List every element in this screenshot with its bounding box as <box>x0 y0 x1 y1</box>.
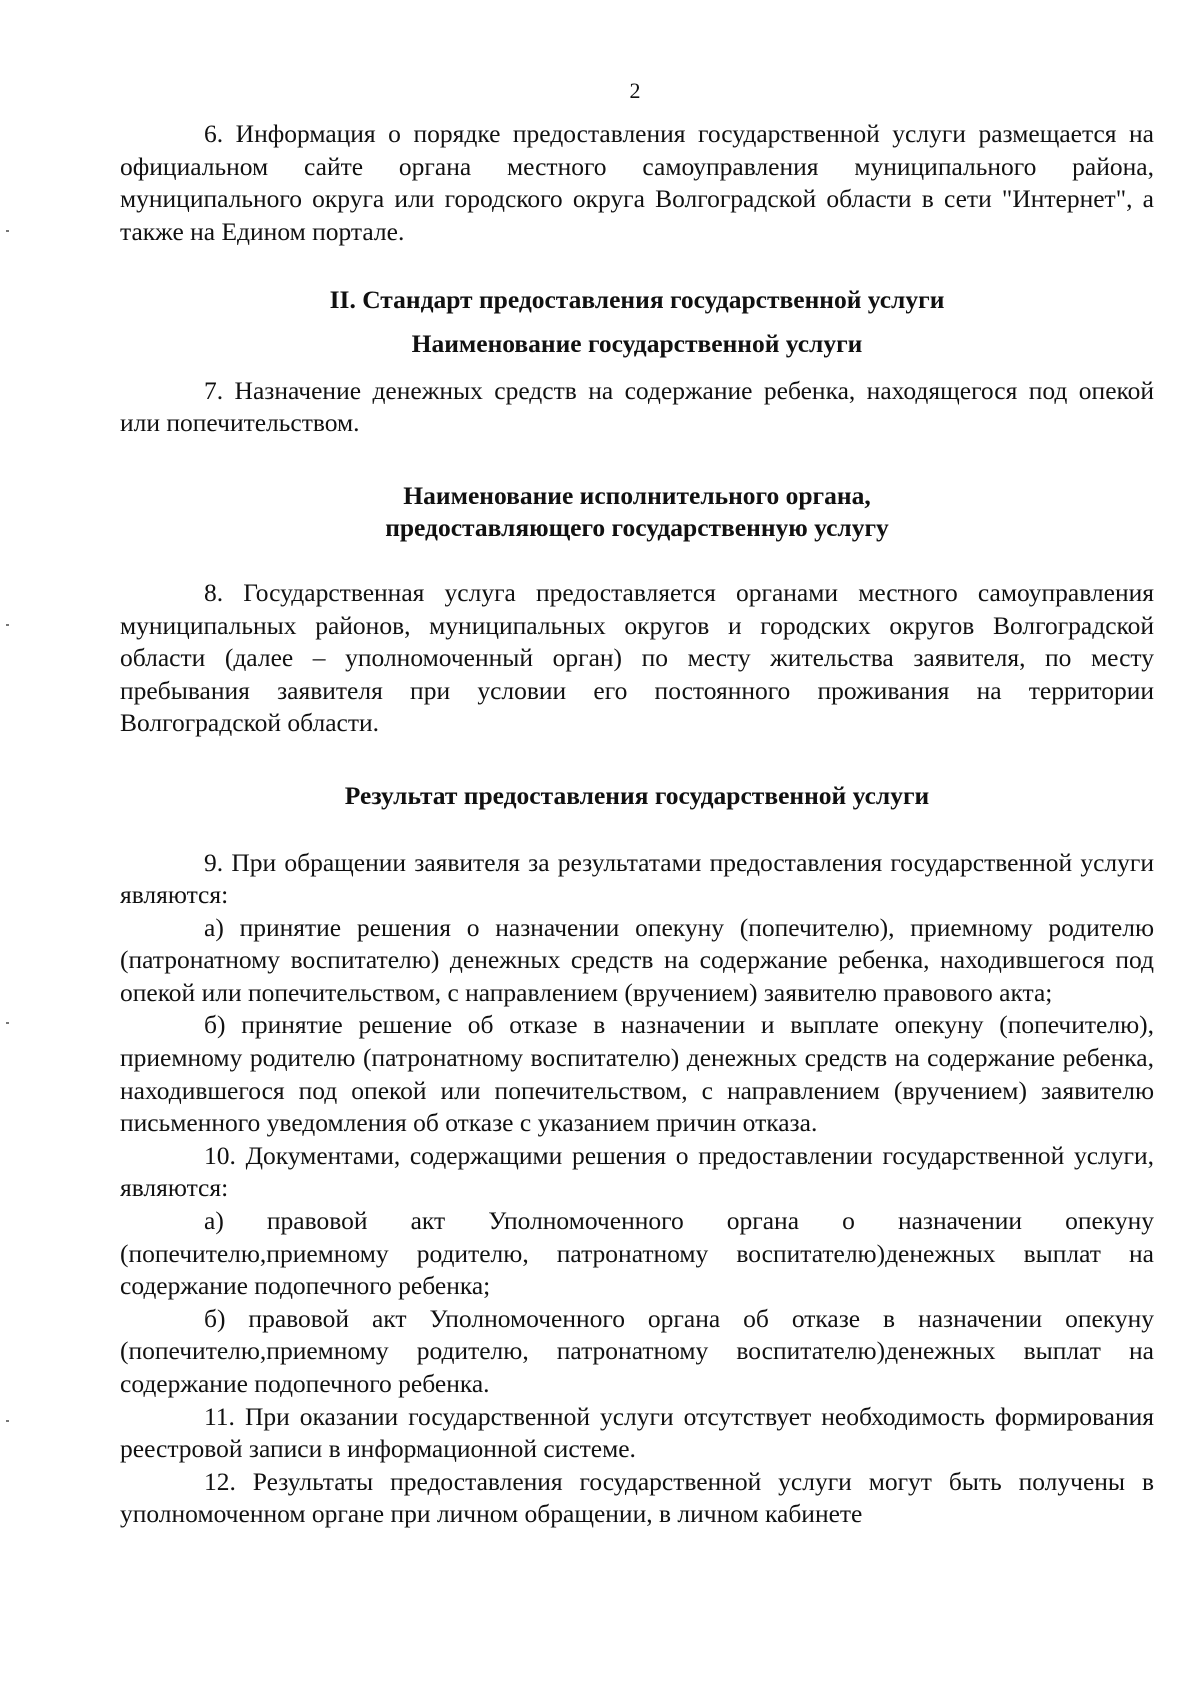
paragraph-9: 9. При обращении заявителя за результатами предоставления государственной услуги являются: <box>120 847 1154 910</box>
heading-organ-line-1: Наименование исполнительного органа, <box>403 480 871 510</box>
heading-organ-line-2: предоставляющего государственную услугу <box>385 513 889 543</box>
heading-result: Результат предоставления государственной услуги <box>344 780 930 810</box>
paragraph-9a: а) принятие решения о назначении опекуну (попечителю), приемному родителю (патронатному воспитателю) денежных средств на содержание ребенка, находившегося под опекой или попечительством, с направлением (вручением) заявителю правового акта; <box>120 912 1154 1007</box>
paragraph-11: 11. При оказании государственной услуги отсутствует необходимость формирования реестровой записи в информационной системе. <box>120 1401 1154 1464</box>
section-header: II. Стандарт предоставления государственной услуги <box>329 285 945 315</box>
heading-executive-organ <box>120 480 1154 545</box>
margin-mark <box>6 230 9 232</box>
margin-mark <box>6 624 9 626</box>
paragraph-10a: а) правовой акт Уполномоченного органа о назначении опекуну (попечителю,приемному родителю, патронатному воспитателю)денежных выплат на содержание подопечного ребенка; <box>120 1206 1154 1301</box>
paragraph-10: 10. Документами, содержащими решения о предоставлении государственной услуги, являются: <box>120 1140 1154 1203</box>
margin-mark <box>6 1022 9 1024</box>
page-number: 2 <box>629 78 641 103</box>
paragraph-8: 8. Государственная услуга предоставляется органами местного самоуправления муниципальных районов, муниципальных округов и городских округов Волгоградской области (далее – уполномоченный орган) по месту жительства заявителя, по месту пребывания заявителя при условии его постоянного проживания на территории Волгоградской области. <box>120 577 1154 738</box>
document-body <box>120 118 1154 1531</box>
paragraph-7: 7. Назначение денежных средств на содержание ребенка, находящегося под опекой или попечительством. <box>120 375 1154 438</box>
paragraph-6: 6. Информация о порядке предоставления государственной услуги размещается на официальном сайте органа местного самоуправления муниципального района, муниципального округа или городского округа Волгоградской области в сети "Интернет", а также на Едином портале. <box>120 119 1154 246</box>
margin-mark <box>6 1420 9 1422</box>
paragraph-9b: б) принятие решение об отказе в назначении и выплате опекуну (попечителю), приемному родителю (патронатному воспитателю) денежных средств на содержание ребенка, находившегося под опекой или попечительством, с направлением (вручением) заявителю письменного уведомления об отказе с указанием причин отказа. <box>120 1010 1154 1138</box>
paragraph-12: 12. Результаты предоставления государственной услуги могут быть получены в уполномоченном органе при личном обращении, в личном кабинете <box>120 1466 1154 1529</box>
paragraph-10b: б) правовой акт Уполномоченного органа об отказе в назначении опекуну (попечителю,приемному родителю, патронатному воспитателю)денежных выплат на содержание подопечного ребенка. <box>120 1303 1154 1398</box>
heading-service-name: Наименование государственной услуги <box>411 328 863 358</box>
